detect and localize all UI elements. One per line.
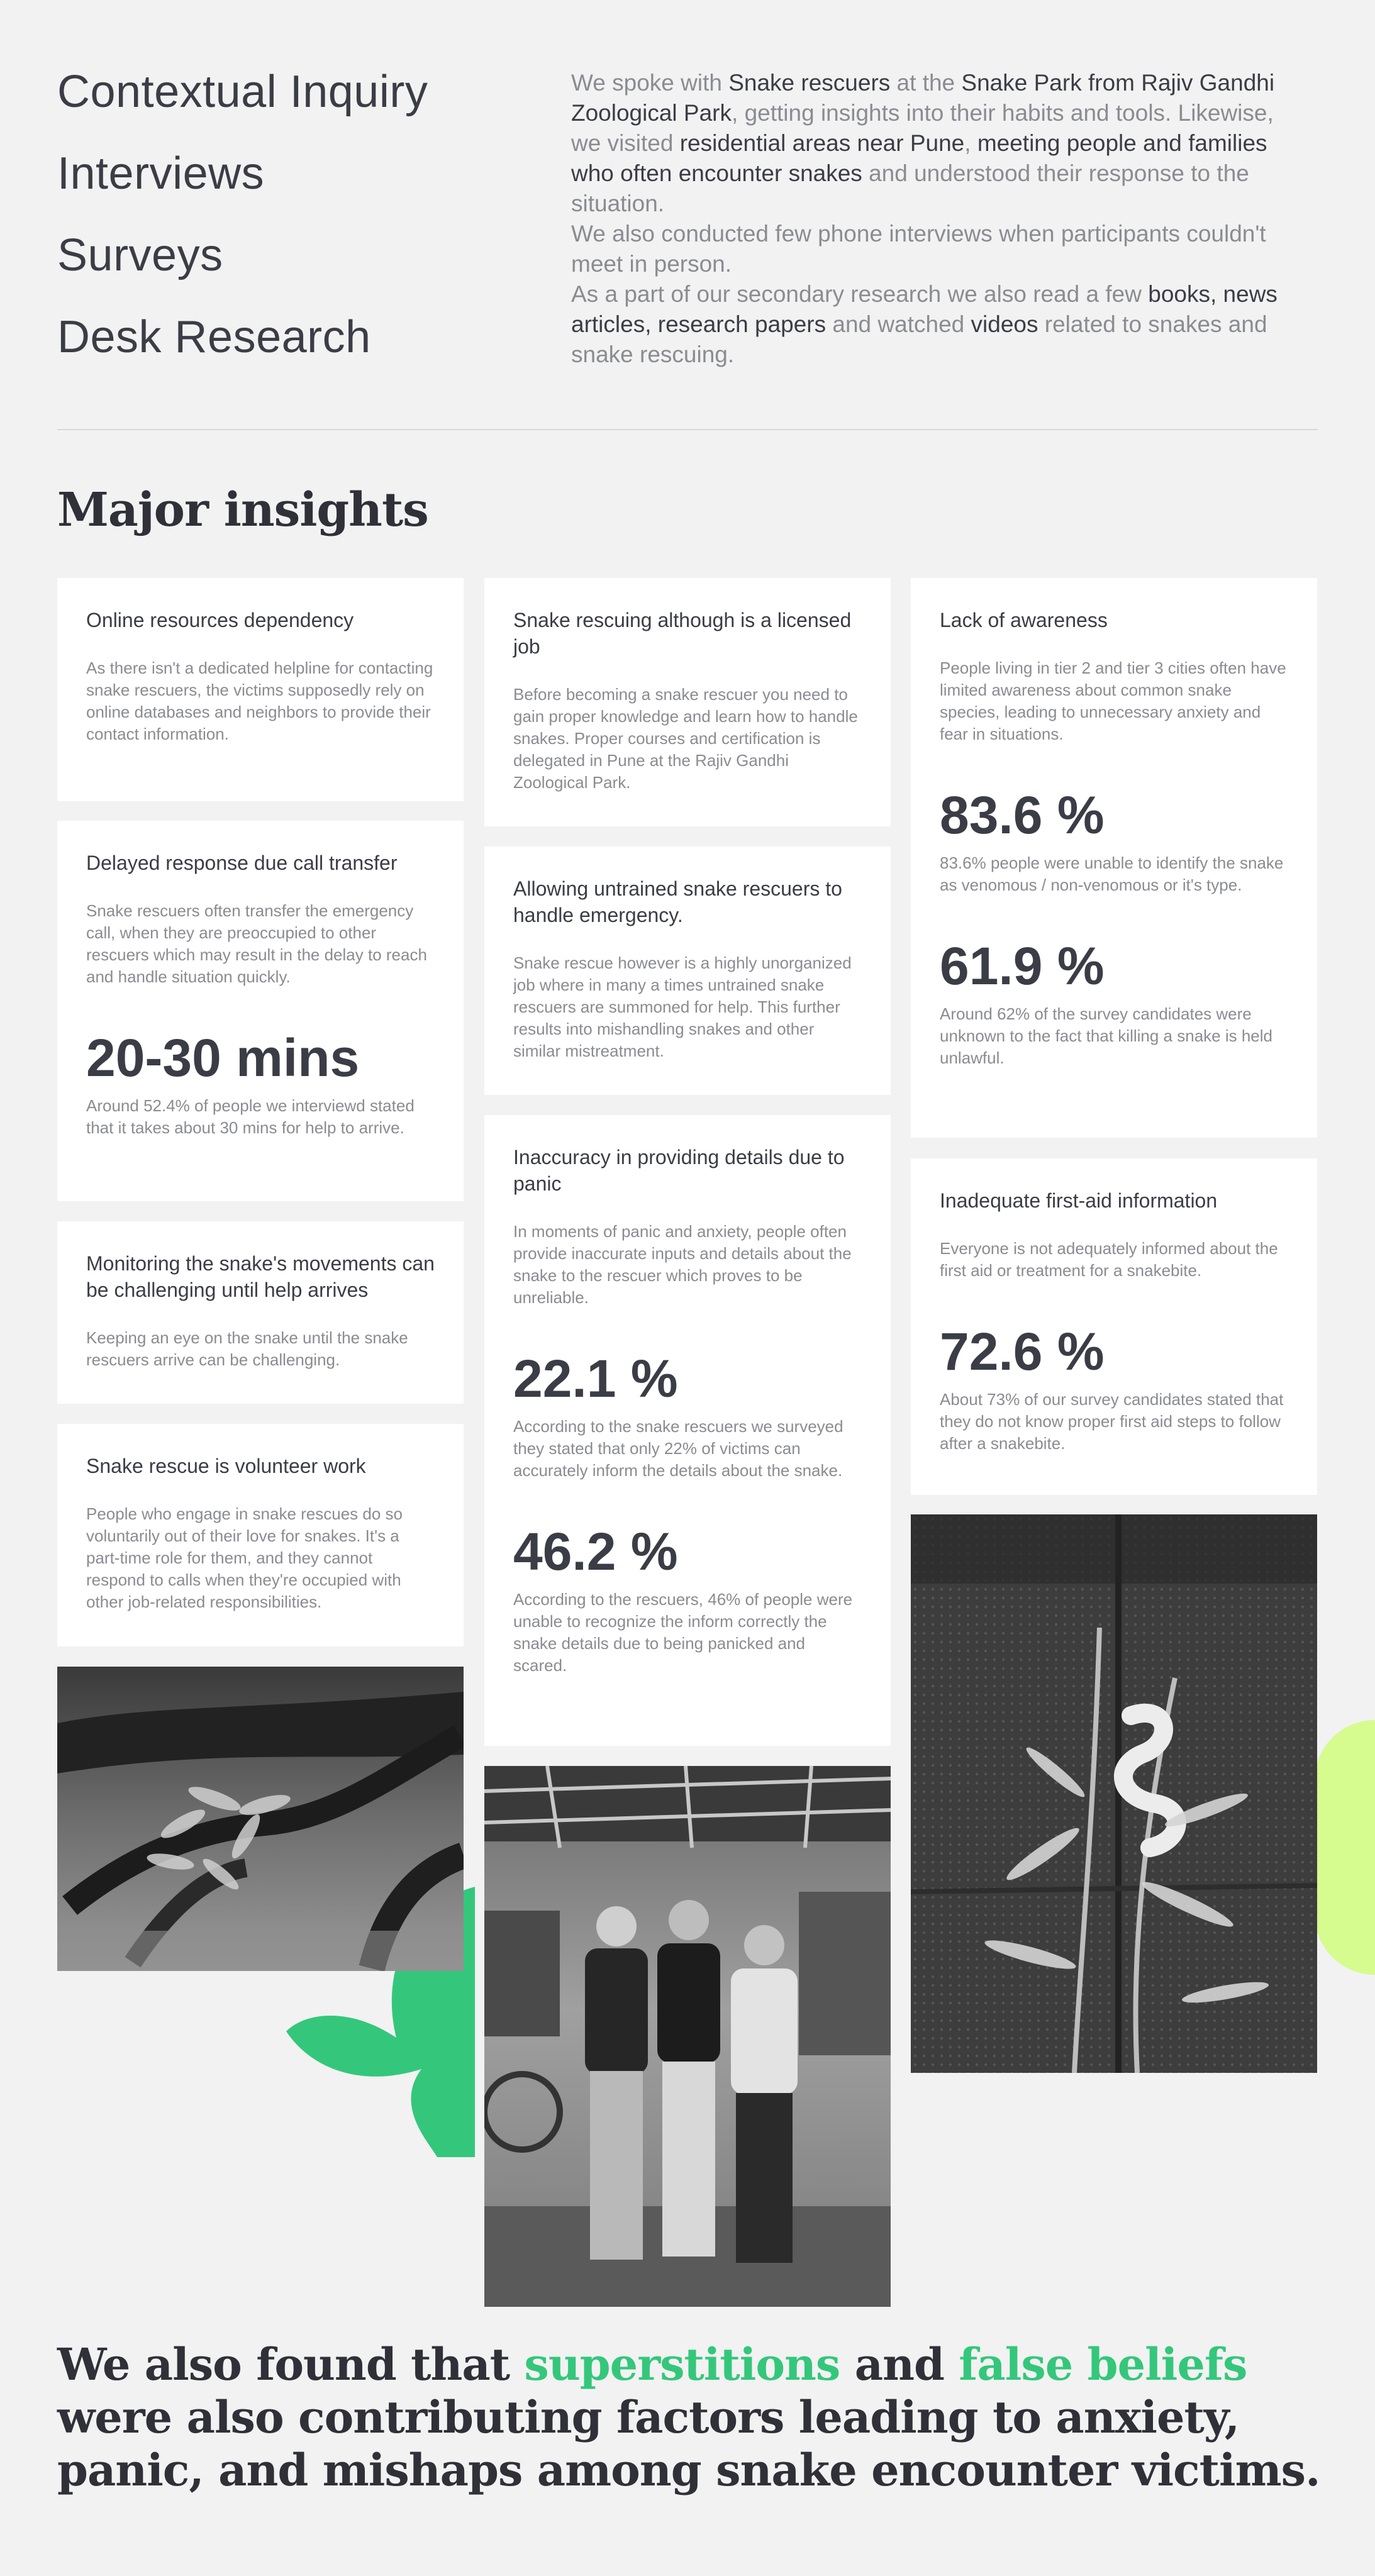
closing-text-post: were also contributing factors leading to anxiety, panic, and mishaps among snake encounter victims. [57,2391,1320,2496]
photo-rescuers-group [484,1766,891,2307]
intro-p1-emphasis: Snake Park from Rajiv Gandhi Zoological Park [571,70,1275,126]
card-title: Snake rescuing although is a licensed job [513,609,852,658]
insight-card-untrained-rescuers [484,847,891,1095]
card-description: Everyone is not adequately informed about the first aid or treatment for a snakebite. [940,1239,1278,1280]
closing-text-mid: and [840,2338,959,2390]
card-description: Snake rescuers often transfer the emergency call, when they are preoccupied to other rescuers which may result in the delay to reach and handle situation quickly. [86,901,427,986]
closing-highlight-false-beliefs: false beliefs [959,2338,1247,2390]
card-description: As there isn't a dedicated helpline for contacting snake rescuers, the victims supposedly rely on online databases and neighbors to provide their contact information. [86,658,433,743]
method-interviews: Interviews [57,148,265,199]
method-contextual-inquiry: Contextual Inquiry [57,67,428,117]
intro-paragraph-1 [571,68,1301,219]
lime-half-circle-shape [1315,1720,1375,1975]
card-title: Snake rescue is volunteer work [86,1455,366,1477]
insights-title: Major insights [57,483,428,537]
section-divider [57,429,1318,430]
insight-card-inaccuracy [484,1115,891,1746]
intro-p1-text: , [964,130,977,156]
intro-p3-emphasis: books, news articles, research papers [571,281,1278,337]
card-stat-2: 61.9 % [940,936,1105,996]
research-intro [571,68,1301,370]
intro-p3-text: As a part of our secondary research we also read a few [571,281,1149,307]
photo-snake-on-bamboo [911,1514,1317,2073]
intro-p1-emphasis: residential areas near Pune [679,130,965,156]
method-surveys: Surveys [57,230,223,280]
card-stat-2: 46.2 % [513,1522,678,1581]
card-stat-1: 22.1 % [513,1349,678,1408]
card-description: People living in tier 2 and tier 3 cities often have limited awareness about common snake species, leading to unnecessary anxiety and fear in situations. [940,658,1286,743]
closing-highlight-superstitions: superstitions [524,2338,840,2390]
closing-statement [57,2338,1334,2497]
method-desk-research: Desk Research [57,312,371,362]
insight-card-delayed-response [57,821,464,1201]
card-title: Inaccuracy in providing details due to panic [513,1146,845,1195]
card-stat-1-description: 83.6% people were unable to identify the snake as venomous / non-venomous or it's type. [940,853,1284,894]
card-stat-description: About 73% of our survey candidates stated that they do not know proper first aid steps to follow after a snakebite. [940,1390,1284,1453]
card-description: Before becoming a snake rescuer you need to gain proper knowledge and learn how to handle snakes. Proper courses and certification is delegated in Pune at the Rajiv Gandhi Zoological Park. [513,685,858,792]
intro-p1-text: at the [890,70,962,96]
intro-p3-text: and watched [826,311,971,337]
card-stat-1: 83.6 % [940,786,1105,845]
insight-card-online-resources [57,578,464,801]
card-stat: 20-30 mins [86,1028,360,1087]
insight-card-first-aid [911,1158,1317,1495]
card-stat-description: Around 52.4% of people we interviewd stated that it takes about 30 mins for help to arrive. [86,1096,415,1137]
card-description: People who engage in snake rescues do so voluntarily out of their love for snakes. It's a part-time role for them, and they cannot respond to calls when they're occupied with other job-related responsibilities. [86,1504,403,1611]
card-title: Allowing untrained snake rescuers to handle emergency. [513,877,842,926]
card-stat: 72.6 % [940,1322,1105,1381]
insight-card-licensed-job [484,578,891,826]
card-title: Delayed response due call transfer [86,852,398,874]
research-methods-list [57,69,498,396]
intro-paragraph-3 [571,279,1301,370]
closing-text-pre: We also found that [57,2338,525,2390]
intro-p1-text: and understood their response to the situation. [571,160,1249,216]
card-title: Lack of awareness [940,609,1108,631]
card-description: Keeping an eye on the snake until the snake rescuers arrive can be challenging. [86,1328,408,1369]
intro-p1-text: We spoke with [571,70,729,96]
card-stat-1-description: According to the snake rescuers we surveyed they stated that only 22% of victims can accurately inform the details about the snake. [513,1417,843,1480]
intro-paragraph-2: We also conducted few phone interviews when participants couldn't meet in person. [571,221,1266,277]
card-title: Inadequate first-aid information [940,1189,1218,1212]
card-stat-2-description: According to the rescuers, 46% of people were unable to recognize the inform correctly the snake details due to being panicked and scared. [513,1590,853,1675]
intro-p3-emphasis: videos [971,311,1038,337]
insight-card-monitoring [57,1221,464,1404]
intro-p1-emphasis: meeting people and families who often encounter snakes [571,130,1267,186]
insight-card-lack-of-awareness [911,578,1317,1138]
intro-p1-text: , getting insights into their habits and tools. Likewise, we visited [571,100,1274,156]
intro-p1-emphasis: Snake rescuers [728,70,891,96]
photo-snake-enclosure [57,1667,464,1971]
card-stat-2-description: Around 62% of the survey candidates were unknown to the fact that killing a snake is held unlawful. [940,1004,1272,1067]
insight-card-volunteer-work [57,1424,464,1646]
card-description: In moments of panic and anxiety, people often provide inaccurate inputs and details about the snake to the rescuer which proves to be unreliable. [513,1222,852,1307]
card-description: Snake rescue however is a highly unorganized job where in many a times untrained snake rescuers are summoned for help. This further results into mishandling snakes and other similar mistreatment. [513,953,852,1060]
intro-p3-text: related to snakes and snake rescuing. [571,311,1267,367]
card-title: Monitoring the snake's movements can be challenging until help arrives [86,1252,435,1301]
card-title: Online resources dependency [86,609,354,631]
